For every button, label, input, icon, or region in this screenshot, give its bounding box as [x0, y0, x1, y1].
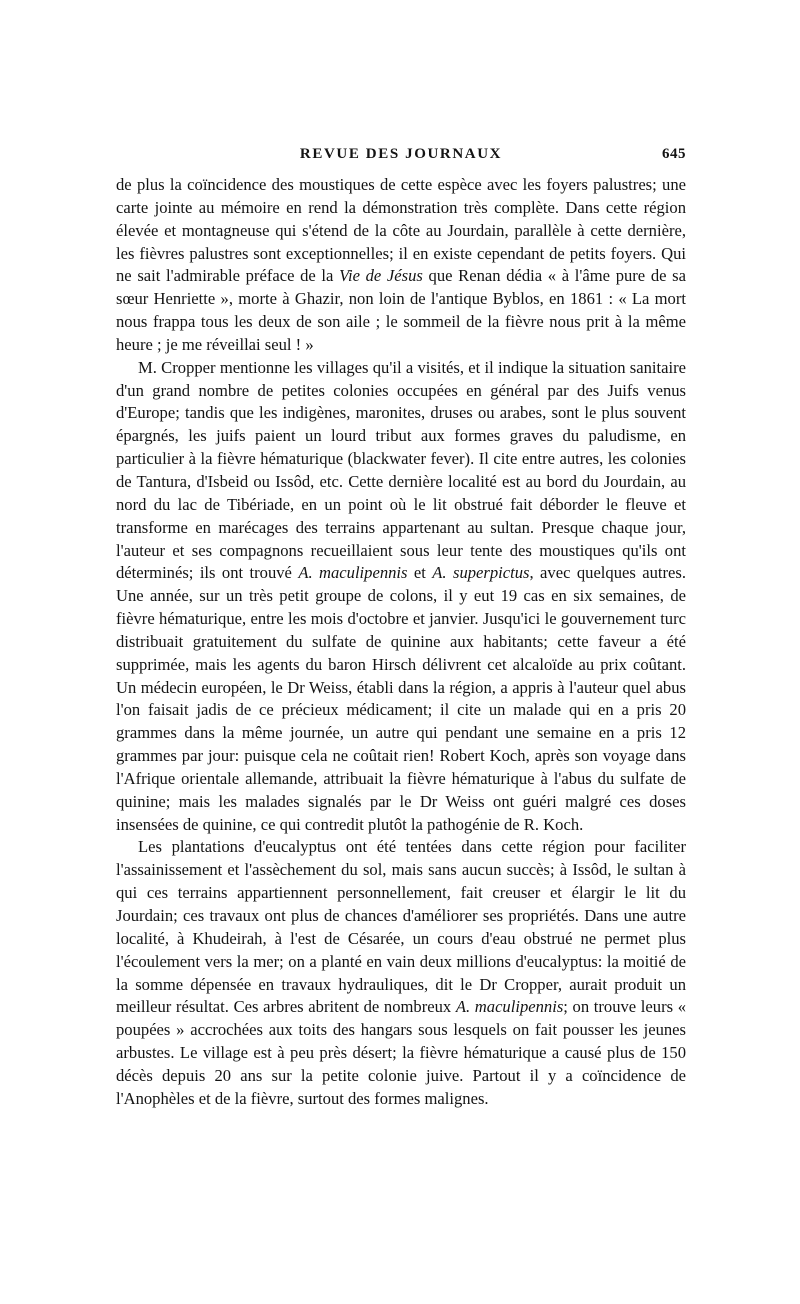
article-body	[116, 174, 686, 1111]
text-span: et	[407, 563, 433, 583]
paragraph-2	[116, 357, 686, 837]
paragraph-1	[116, 174, 686, 357]
text-span: de plus la coïncidence des moustiques de cette espèce avec les foyers palustres; une carte jointe au mémoire en rend la démonstration très complète. Dans cette région élevée et montagneuse qui s'étend de la côte au Jourdain, parallèle à cette dernière, les fièvres palustres sont exceptionnelles; il en existe cependant de petits foyers. Qui ne sait l'admirable préface de la	[116, 175, 686, 286]
species-name-italic: A. maculipennis	[298, 563, 408, 583]
page-number: 645	[662, 146, 686, 162]
species-name-italic: A. superpictus	[432, 563, 530, 583]
text-span: M. Cropper mentionne les villages qu'il a visités, et il indique la situation sanitaire d'un grand nombre de petites colonies occupées en général par des Juifs venus d'Europe; tandis que les indigènes, maronites, druses ou arabes, sont le plus souvent épargnés, les juifs paient un lourd tribut aux formes graves du paludisme, en particulier à la fièvre hématurique (blackwater fever). Il cite entre autres, les colonies de Tantura, d'Isbeid ou Issôd, etc. Cette dernière localité est au bord du Jourdain, au nord du lac de Tibériade, en un point où le lit obstrué fait déborder le fleuve et transforme en marécages des terrains appartenant au sultan. Presque chaque jour, l'auteur et ses compagnons recueillaient sous leur tente des moustiques qu'ils ont déterminés; ils ont trouvé	[116, 357, 686, 583]
journal-section-title: REVUE DES JOURNAUX	[299, 146, 503, 162]
text-span: Les plantations d'eucalyptus ont été tentées dans cette région pour faciliter l'assainissement et l'assèchement du sol, mais sans aucun succès; à Issôd, le sultan à qui ces terrains appartiennent personnellement, fait creuser et élargir le lit du Jourdain; ces travaux ont plus de chances d'améliorer ses propriétés. Dans une autre localité, à Khudeirah, à l'est de Césarée, un cours d'eau obstrué ne permet plus l'écoulement vers la mer; on a planté en vain deux millions d'eucalyptus: la moitié de la somme dépensée en travaux hydrauliques, dit le Dr Cropper, aurait produit un meilleur résultat. Ces arbres abritent de nombreux	[116, 837, 686, 1017]
book-title-italic: Vie de Jésus	[339, 266, 423, 286]
species-name-italic: A. maculipennis	[455, 997, 564, 1017]
paragraph-3	[116, 836, 686, 1110]
running-header	[116, 146, 686, 168]
text-span: que Renan dédia « à l'âme pure de sa sœur Henriette », morte à Ghazir, non loin de l'antique Byblos, en 1861 : « La mort nous frappa tous les deux de son aile ; le sommeil de la fièvre nous prit à la même heure ; je me réveillai seul ! »	[116, 266, 686, 354]
text-span: ; on trouve leurs « poupées » accrochées aux toits des hangars sous lesquels on fait pousser les jeunes arbustes. Le village est à peu près désert; la fièvre hématurique a causé plus de 150 décès depuis 20 ans sur la petite colonie juive. Partout il y a coïncidence de l'Anophèles et de la fièvre, surtout des formes malignes.	[116, 997, 687, 1108]
text-span: , avec quelques autres. Une année, sur un très petit groupe de colons, il y eut 19 cas en six semaines, de fièvre hématurique, entre les mois d'octobre et janvier. Jusqu'ici le gouvernement turc distribuait gratuitement du sulfate de quinine aux habitants; cette faveur a été supprimée, mais les agents du baron Hirsch délivrent cet alcaloïde au prix coûtant. Un médecin européen, le Dr Weiss, établi dans la région, a appris à l'auteur quel abus l'on faisait jadis de ce précieux médicament; il cite un malade qui en a pris 20 grammes dans la même journée, un autre qui pendant une semaine en a pris 12 grammes par jour: puisque cela ne coûtait rien! Robert Koch, après son voyage dans l'Afrique orientale allemande, attribuait la fièvre hématurique à l'abus du sulfate de quinine; mais les malades signalés par le Dr Weiss ont guéri malgré ces doses insensées de quinine, ce qui contredit plutôt la pathogénie de R. Koch.	[116, 563, 687, 834]
